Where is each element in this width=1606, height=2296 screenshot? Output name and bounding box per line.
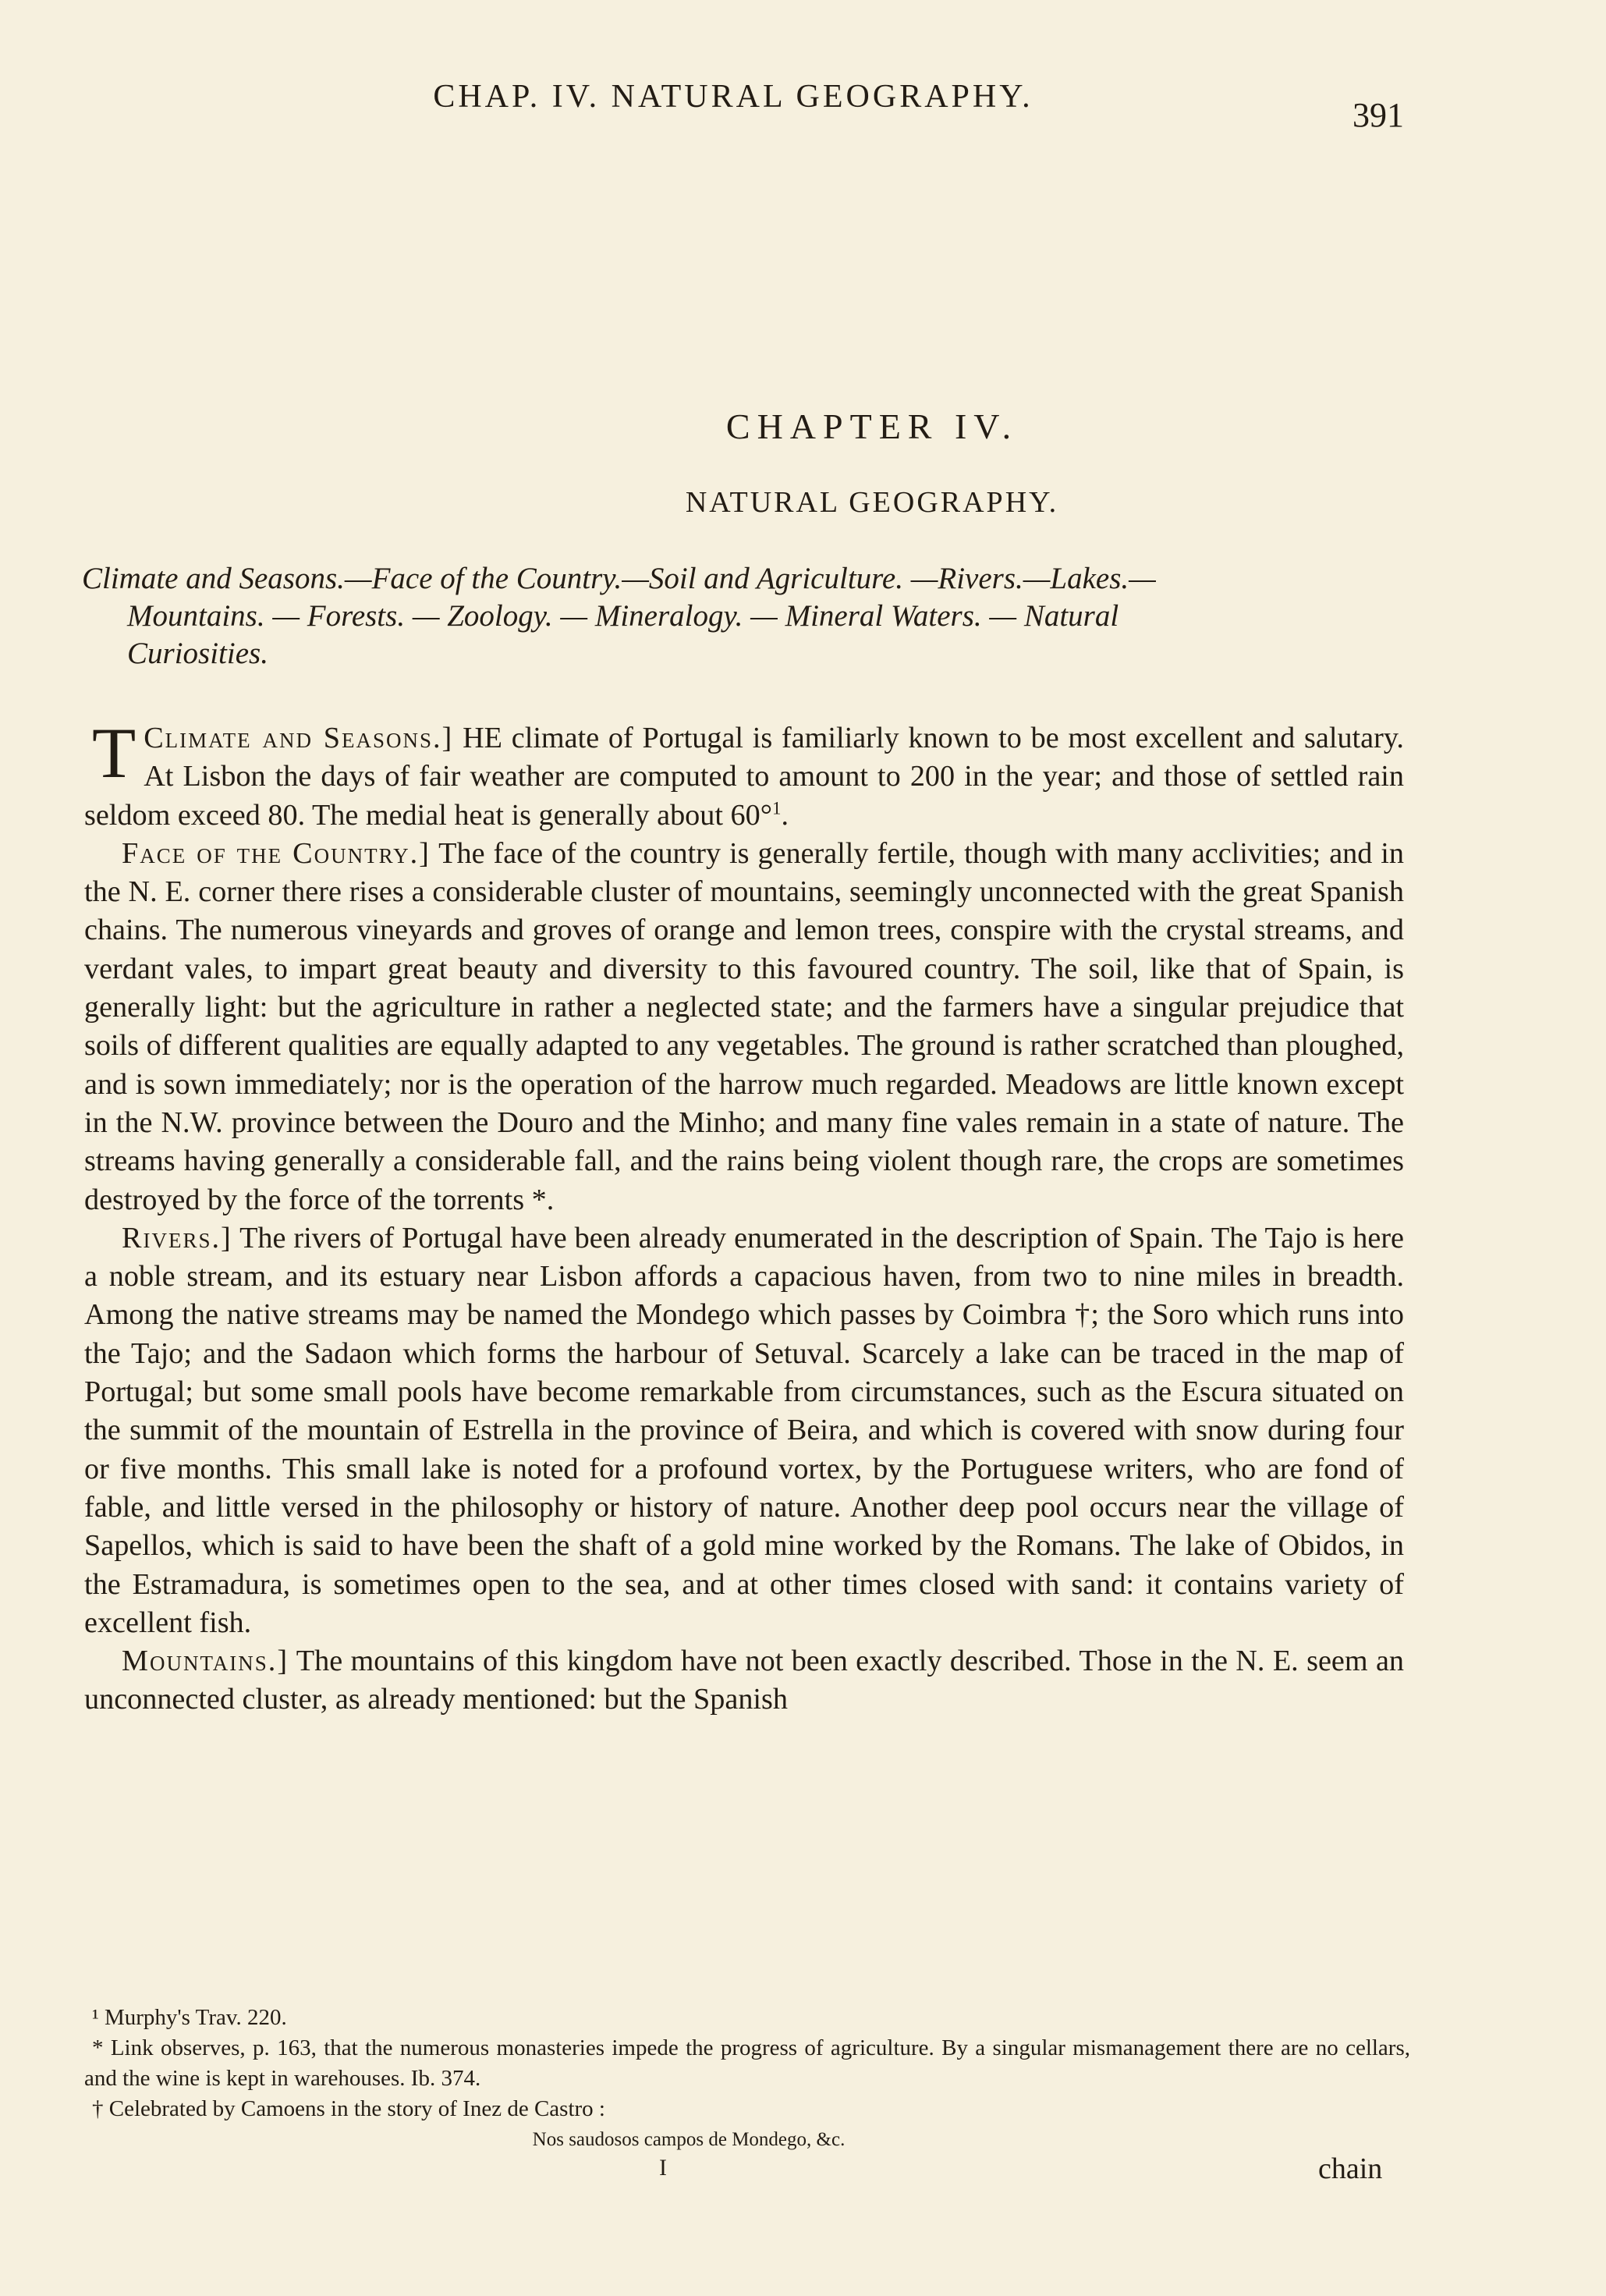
summary-line: Mountains. — Forests. — Zoology. — Mineralogy. — Mineral Waters. — Natural — [127, 599, 1119, 633]
paragraph-text: HE climate of Portugal is familiarly known to be most excellent and salutary. At Lisbon the days of fair weather are computed to amount to 200 in the year; and those of settled rain seldom exceed 80. The medial heat is generally about 60° — [84, 722, 1404, 832]
footnote: ¹ Murphy's Trav. 220. — [92, 2005, 287, 2030]
footnote: † Celebrated by Camoens in the story of Inez de Castro : — [92, 2096, 605, 2121]
chapter-title: CHAPTER IV. — [725, 406, 1019, 446]
side-heading-face: Face of the Country.] — [122, 836, 431, 870]
catchword: chain — [1318, 2152, 1383, 2185]
footnote-mark: 1 — [772, 797, 782, 818]
footnotes — [84, 2003, 1410, 2155]
paragraph-mountains — [84, 1642, 1404, 1719]
running-header: CHAP. IV. NATURAL GEOGRAPHY. — [433, 79, 1033, 115]
chapter-subtitle: NATURAL GEOGRAPHY. — [685, 486, 1059, 519]
signature-mark: I — [659, 2155, 667, 2181]
paragraph-end: . — [781, 798, 789, 832]
paragraph-text: The mountains of this kingdom have not been exactly described. Those in the N. E. seem an unconnected cluster, as already mentioned: but the Spanish — [84, 1645, 1404, 1716]
side-heading-mountains: Mountains.] — [122, 1645, 289, 1678]
footnote-quote: Nos saudosos campos de Mondego, &c. — [532, 2129, 846, 2150]
paragraph-face — [84, 835, 1404, 1219]
summary-line: Curiosities. — [127, 637, 268, 670]
page-number: 391 — [1353, 96, 1404, 134]
drop-cap: T — [92, 713, 136, 793]
body-text — [84, 713, 1405, 1719]
summary-line: Climate and Seasons.—Face of the Country.—Soil and Agriculture. —Rivers.—Lakes.— — [82, 562, 1156, 595]
paragraph-rivers — [84, 1219, 1404, 1642]
paragraph-climate — [84, 713, 1404, 835]
side-heading-climate: Climate and Seasons.] — [144, 722, 454, 754]
footnote: * Link observes, p. 163, that the numerous monasteries impede the progress of agriculture. By a singular mismanagement there are no cellars, and the wine is kept in warehouses. Ib. 374. — [84, 2035, 1410, 2091]
paragraph-text: The rivers of Portugal have been already enumerated in the description of Spain. The Tajo is here a noble stream, and its estuary near Lisbon affords a capacious haven, from two to nine miles in breadth. Among the native streams may be named the Mondego which passes by Coimbra †; the Soro which runs into the Tajo; and the Sadaon which forms the harbour of Setuval. Scarcely a lake can be traced in the map of Portugal; but some small pools have become remarkable from circumstances, such as the Escura situated on the summit of the mountain of Estrella in the province of Beira, and which is covered with snow during four or five months. This small lake is noted for a profound vortex, by the Portuguese writers, who are fond of fable, and little versed in the philosophy or history of nature. Another deep pool occurs near the village of Sapellos, which is said to have been the shaft of a gold mine worked by the Romans. The lake of Obidos, in the Estramadura, is sometimes open to the sea, and at other times closed with sand: it contains variety of excellent fish. — [84, 1221, 1404, 1639]
paragraph-text: The face of the country is generally fertile, though with many acclivities; and in the N. E. corner there rises a considerable cluster of mountains, seemingly unconnected with the great Spanish chains. The numerous vineyards and groves of orange and lemon trees, conspire with the crystal streams, and verdant vales, to impart great beauty and diversity to this favoured country. The soil, like that of Spain, is generally light: but the agriculture in rather a neglected state; and the farmers have a singular prejudice that soils of different qualities are equally adapted to any vegetables. The ground is rather scratched than ploughed, and is sown immediately; nor is the operation of the harrow much regarded. Meadows are little known except in the N.W. province between the Douro and the Minho; and many fine vales remain in a state of nature. The streams having generally a considerable fall, and the rains being violent though rare, the crops are sometimes destroyed by the force of the torrents *. — [84, 836, 1405, 1216]
side-heading-rivers: Rivers.] — [122, 1221, 232, 1254]
chapter-summary — [82, 560, 1396, 672]
